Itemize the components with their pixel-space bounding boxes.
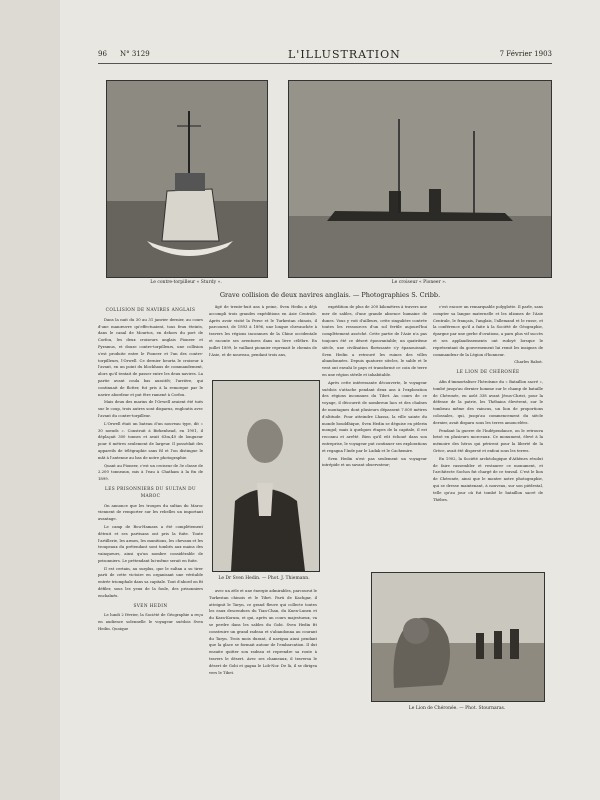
article-paragraph: Le lundi 2 février, la Société de Géographie a reçu en audience solennelle le voyageur suédois Sven Hedin. Quoique	[98, 612, 203, 632]
photo-headline: Grave collision de deux navires anglais. — Photographies S. Cribb.	[219, 291, 441, 299]
portrait-caption: Le Dr Sven Hedin. — Phot. J. Thiemann.	[218, 576, 310, 581]
lion-caption: Le Lion de Chéronée. — Phot. Stournaras.	[408, 706, 506, 711]
article-paragraph: c'est encore un remarquable polyglotte. Il parle, sans compter sa langue maternelle et les idiomes de l'Asie Centrale, le français, l'anglais, l'allemand et le russe, et la conférence qu'il a faite à la Société de Géographie, épargne par une gerbe d'ovations, a paru plus vif succès et ses applaudissements ont rudoyé lorsque le représentant du gouvernement lui remit les insignes de commandeur de la Légion d'honneur.	[433, 304, 543, 357]
header-rule	[98, 63, 552, 64]
masthead: L'ILLUSTRATION	[288, 48, 401, 61]
article-paragraph: L'Orwell était un bateau d'un nouveau type, dit « 30 nœuds ». Construit à Birkenhead, en 1901, il déplaçait 300 tonnes et avait 63m,40 de longueur pour 6 mètres seulement de largeur. Il possédait des appareils de télégraphie sans fil et l'on distingue le mât à l'antenne au bas de notre photographie.	[98, 420, 203, 460]
author-signature: Charles Rabot.	[514, 359, 543, 365]
article-paragraph: Mais deux des marins de l'Orwell avaient été tués sur le coup, trois autres sont disparus, engloutis avec l'avant du contre-torpilleur.	[98, 399, 203, 418]
section-heading: LES PRISONNIERS DU SULTAN DU MAROC	[104, 486, 197, 499]
column-1	[98, 304, 203, 780]
destroyer-caption: Le contre-torpilleur « Sturdy ».	[150, 280, 222, 285]
page-number: 96	[98, 50, 107, 58]
article-paragraph: On annonce que les troupes du sultan du Maroc viennent de remporter sur les rebelles un important avantage.	[98, 502, 203, 522]
article-paragraph: âgé de trente-huit ans à peine, Sven Hedin a déjà accompli trois grandes expéditions en Asie Centrale. Après avoir visité la Perse et le Turkestan chinois, il parcourut, de 1893 à 1896, une longue chevauchée à travers les régions inconnues de la Chine occidentale et raconte ses aventures dans un livre célèbre. En juillet 1899, le vaillant pionnier reprenait le chemin de l'Asie, et de nouveau, pendant trois ans,	[209, 304, 317, 357]
article-paragraph: Dans la nuit du 30 au 31 janvier dernier, au cours d'une manœuvre qu'effectuaient, tous feux éteints, dans le canal de Mourtos, en dehors du port de Corfou, les deux croiseurs anglais Pioneer et Pyramus, et douze contre-torpilleurs, une collision s'est produite entre le Pioneer et l'un des contre-torpilleurs, l'Orwell. Ce dernier heurta le croiseur à l'avant, en un point du blockhaus de commandement, alors qu'il tentait de passer entre les deux navires. La partie avant coula bas aussitôt; l'arrière, qui continuait de flotter, fut pris à la remorque par le navire abordeur et put être ramené à Corfou.	[98, 316, 203, 397]
issue-date: 7 Février 1903	[499, 50, 552, 58]
article-paragraph: expédition de plus de 200 kilomètres à travers une mer de sables, d'une grande absence humaine de dunes. Vous y voit d'ailleurs, cette singulière contrée toutes les ressources d'un sol fertile aujourd'hui complètement asséché. Cette partie de l'Asie n'a pas toujours été ce désert épouvantable; un quatrième siècle, une civilisation florissante s'y épanouissait. Sven Hedin a retrouvé les ruines des villes abandonnées. Depuis quatorze siècles, le sable et le vent ont envahi le pays et transformé ce coin de terre en une région stérile et inhabitable.	[322, 304, 427, 377]
column-4	[433, 304, 543, 564]
article-paragraph: Sven Hedin n'est pas seulement un voyageur intrépide et un savant observateur;	[322, 455, 427, 468]
article-paragraph: Après cette intéressante découverte, le voyageur suédois s'attache pendant deux ans à l'exploration des régions inconnues du Tibet. Au cours de ce voyage, il découvrit de nombreux lacs et des chaînes de montagnes dont plusieurs dépassent 7.000 mètres d'altitude. Pour atteindre Lhassa, la ville sainte du monde bouddhique, Sven Hedin se déguise en pèlerin mongol; mais à quelques étapes de la capitale, il est reconnu et arrêté. Bien qu'il eût échoué dans son entreprise, le voyageur put continuer ses explorations et regagna l'Inde par le Ladak et le Cachemire.	[322, 379, 427, 453]
article-paragraph: Quant au Pioneer, c'est un croiseur de 3e classe de 2.200 tonneaux, mis à l'eau à Chatham à la fin de 1899.	[98, 462, 203, 482]
section-heading: COLLISION DE NAVIRES ANGLAIS	[105, 308, 196, 313]
cruiser-caption: Le croiseur « Pioneer ».	[391, 280, 447, 285]
article-paragraph: Pendant la guerre de l'Indépendance, on le retrouva brisé en plusieurs morceaux. Ce monument, élevé à la mémoire des héros qui périrent pour la liberté de la Grèce, avait été dispersé et enfoui sous les terres.	[433, 427, 543, 453]
page-header	[98, 48, 552, 62]
issue-number: N° 3129	[120, 50, 150, 58]
column-2-top	[209, 304, 317, 376]
column-2-bottom	[209, 588, 317, 780]
column-3	[322, 304, 427, 564]
article-paragraph: En 1902, la Société archéologique d'Athènes résolut de faire rassembler et restaurer ce monument, et l'architecte Sochos fut chargé de ce travail. C'est le lion de Chéronée, ainsi que le montre notre photographie, qui se dresse maintenant, à nouveau, sur son piédestal, telle qu'au jour où fut tombé le bataillon sacré de Thèbes.	[433, 455, 543, 502]
lion-photo	[371, 572, 545, 702]
section-heading: LE LION DE CHÉRONÉE	[456, 370, 520, 376]
sven-hedin-portrait	[212, 380, 320, 572]
article-paragraph: Il est certain, au surplus, que le sultan a su tirer parti de cette victoire en organisant une véritable entrée triomphale dans sa capitale. Tout d'abord on fit défiler, sous les yeux de la foule, des prisonniers enchaînés.	[98, 565, 203, 598]
section-heading: SVEN HEDIN	[133, 603, 168, 609]
destroyer-photo	[106, 80, 268, 278]
article-paragraph: Le camp de Bou-Hamara a été complètement détruit et ses partisans ont pris la fuite. Toute l'artillerie, les armes, les munitions, les chevaux et les troupeaux du prétendant sont tombés aux mains des vainqueurs, ainsi qu'un nombre considérable de prisonniers. Le prétendant lui-même serait en fuite.	[98, 523, 203, 563]
article-paragraph: Afin d'immortaliser l'héroïsme du « Bataillon sacré », tombé jusqu'au dernier homme sur le champ de bataille de Chéronée, en août 338 avant Jésus-Christ, pour la défense de la patrie, les Thébains élevèrent, sur le tombeau même des vaincus, un lion de proportions colossales, qui, jusqu'au commencement du siècle dernier, avait disparu sous les terres amoncelées.	[433, 378, 543, 425]
cruiser-photo	[288, 80, 552, 278]
article-paragraph: avec un zèle et une énergie admirables, parcourut le Turkestan chinois et le Tibet. Parti de Kachgar, il atteignit le Taryn, ce grand fleuve qui collecte toutes les eaux descendues du Tian-Chan, du Kuen-Lunen et du Kara-Korum, et qui, après un cours majestueux, va se perdre dans les sables du Gobi. Sven Hedin fit construire un grand radeau et s'abandonna au courant du Taryn. Trois mois durant, il navigua ainsi pendant que la glace se formait autour de l'embarcation. Il dut ensuite quitter son radeau et reprendre sa route à travers le désert. Avec ses chameaux, il traversa le désert de Gobi et gagna le Lob-Nor. De là, il se dirigea vers le Tibet.	[209, 588, 317, 675]
